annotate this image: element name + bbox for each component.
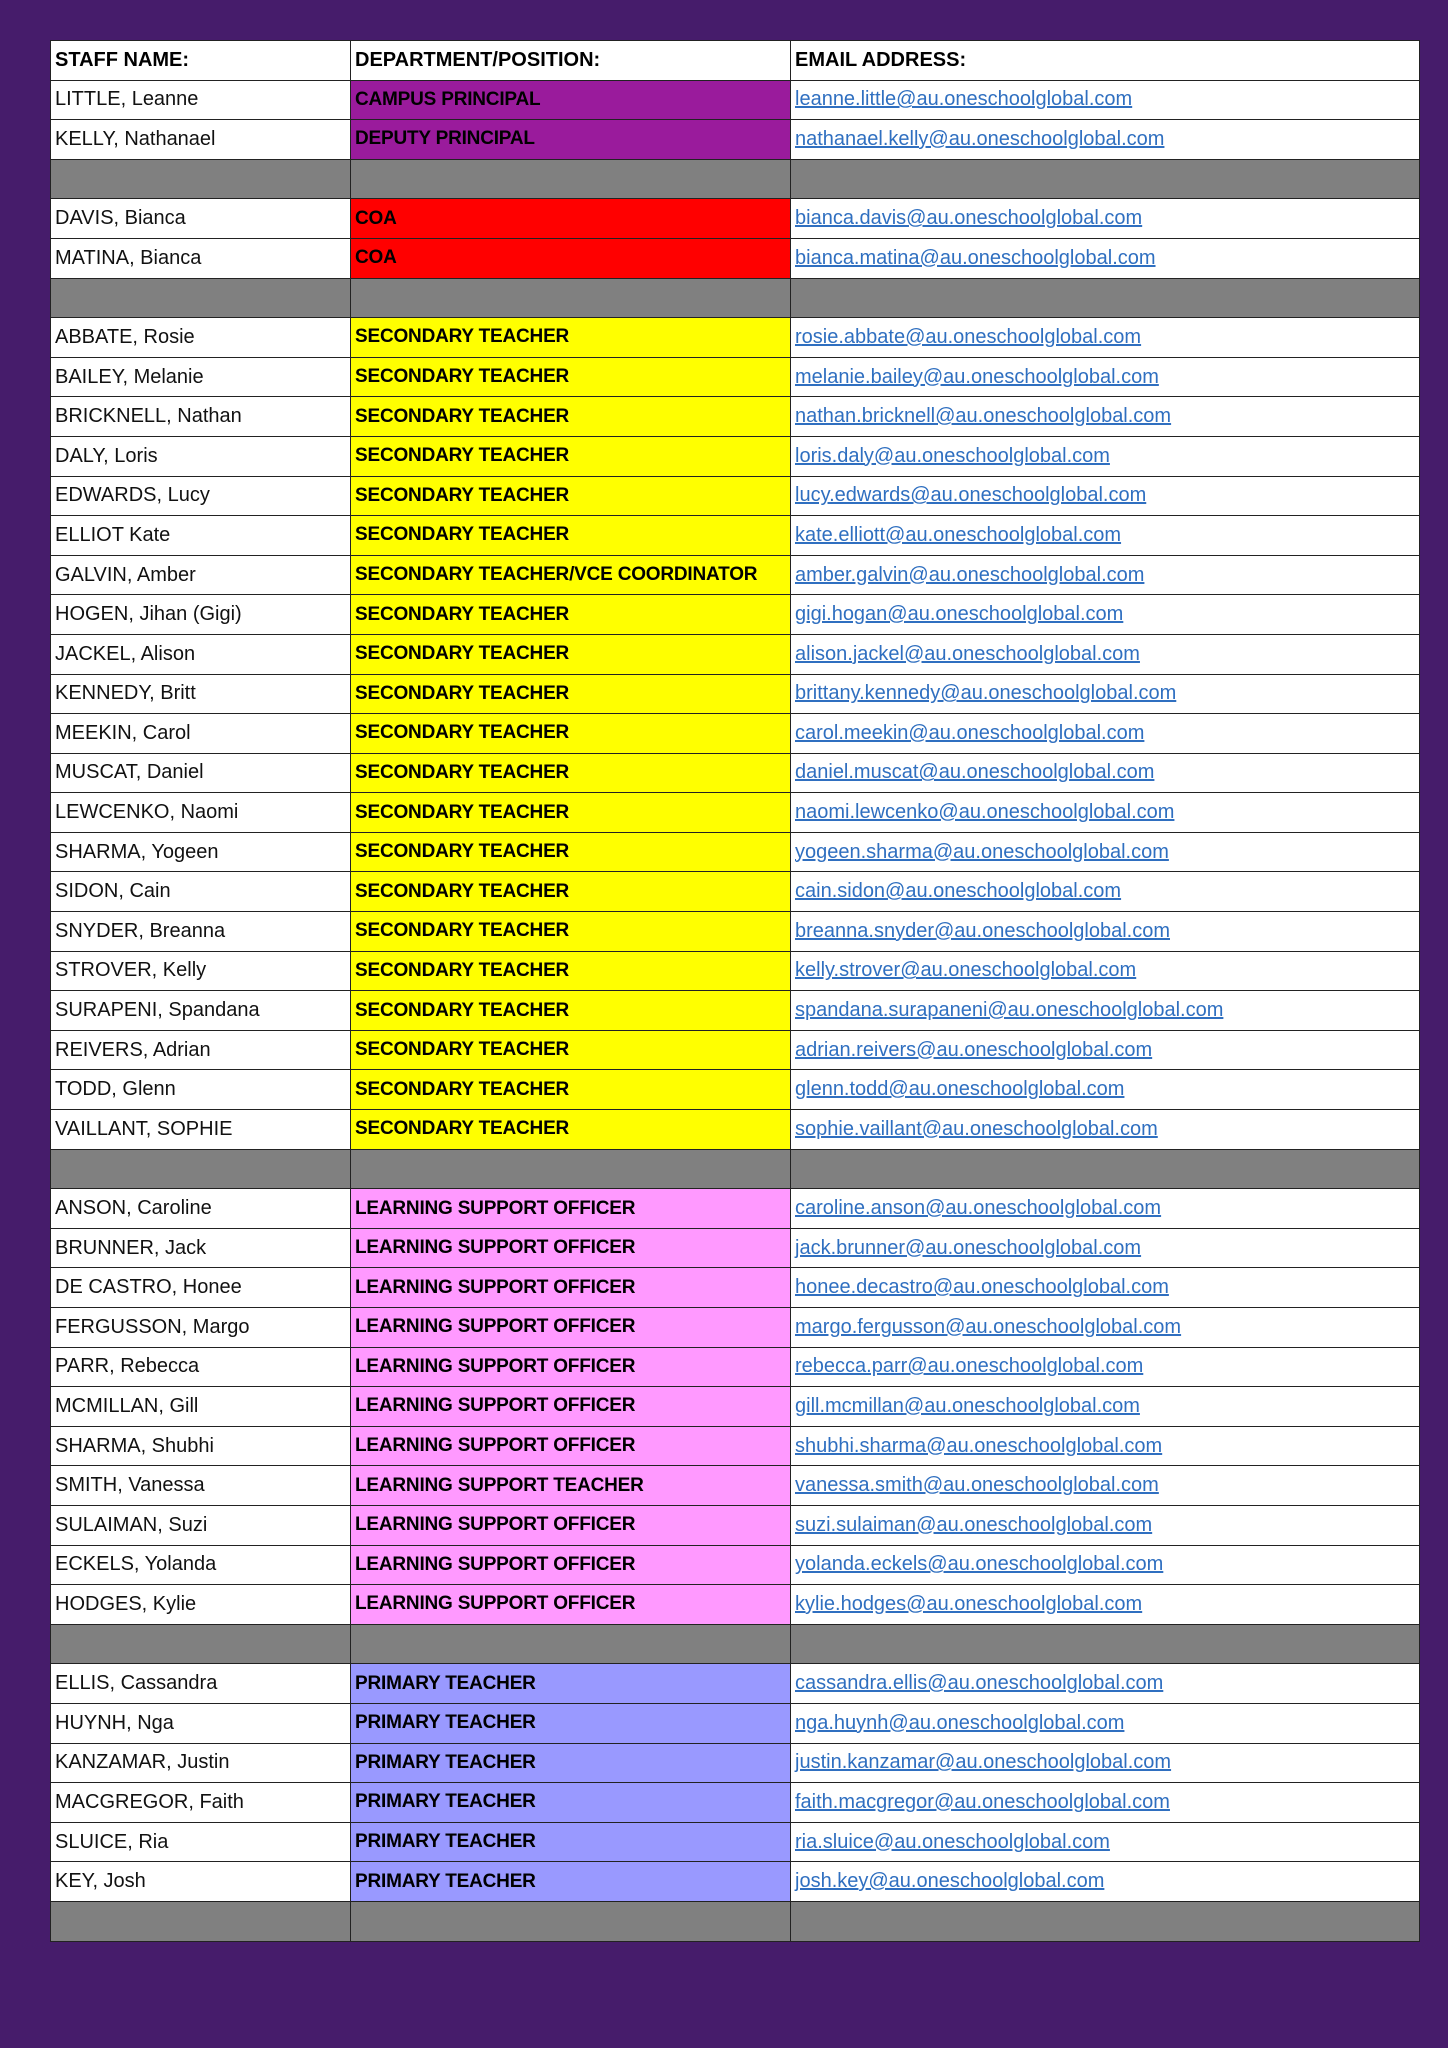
email-link[interactable]: cassandra.ellis@au.oneschoolglobal.com [795, 1672, 1164, 1695]
email-cell [791, 199, 1420, 239]
email-link[interactable]: leanne.little@au.oneschoolglobal.com [795, 88, 1133, 111]
position-cell: SECONDARY TEACHER [351, 436, 791, 476]
position-cell: LEARNING SUPPORT OFFICER [351, 1545, 791, 1585]
email-link[interactable]: naomi.lewcenko@au.oneschoolglobal.com [795, 801, 1175, 824]
table-row [51, 1743, 1420, 1783]
separator-cell [351, 159, 791, 199]
email-link[interactable]: justin.kanzamar@au.oneschoolglobal.com [795, 1751, 1172, 1774]
position-cell: SECONDARY TEACHER [351, 357, 791, 397]
position-cell: LEARNING SUPPORT OFFICER [351, 1505, 791, 1545]
email-cell [791, 753, 1420, 793]
email-cell [791, 1426, 1420, 1466]
staff-rows [51, 80, 1420, 1941]
position-cell: LEARNING SUPPORT OFFICER [351, 1189, 791, 1229]
staff-name-cell: ELLIS, Cassandra [51, 1664, 351, 1704]
table-row [51, 1387, 1420, 1427]
table-row [51, 793, 1420, 833]
staff-name-cell: GALVIN, Amber [51, 555, 351, 595]
email-cell [791, 832, 1420, 872]
separator-cell [351, 278, 791, 318]
table-row [51, 476, 1420, 516]
staff-name-cell: KEY, Josh [51, 1862, 351, 1902]
staff-name-cell: BRUNNER, Jack [51, 1228, 351, 1268]
staff-name-cell: HOGEN, Jihan (Gigi) [51, 595, 351, 635]
email-link[interactable]: sophie.vaillant@au.oneschoolglobal.com [795, 1117, 1158, 1140]
staff-name-cell: JACKEL, Alison [51, 634, 351, 674]
email-cell [791, 1822, 1420, 1862]
table-row [51, 1505, 1420, 1545]
separator-row [51, 159, 1420, 199]
email-cell [791, 1347, 1420, 1387]
position-cell: PRIMARY TEACHER [351, 1862, 791, 1902]
position-cell: SECONDARY TEACHER/VCE COORDINATOR [351, 555, 791, 595]
table-row [51, 1268, 1420, 1308]
table-row [51, 238, 1420, 278]
email-link[interactable]: brittany.kennedy@au.oneschoolglobal.com [795, 682, 1177, 705]
position-cell: SECONDARY TEACHER [351, 1110, 791, 1150]
staff-name-cell: PARR, Rebecca [51, 1347, 351, 1387]
position-cell: PRIMARY TEACHER [351, 1822, 791, 1862]
staff-name-cell: HODGES, Kylie [51, 1585, 351, 1625]
position-cell: SECONDARY TEACHER [351, 753, 791, 793]
table-row [51, 951, 1420, 991]
position-cell: SECONDARY TEACHER [351, 714, 791, 754]
separator-cell [51, 1901, 351, 1941]
email-cell [791, 436, 1420, 476]
email-link[interactable]: jack.brunner@au.oneschoolglobal.com [795, 1236, 1142, 1259]
email-link[interactable]: yolanda.eckels@au.oneschoolglobal.com [795, 1553, 1164, 1576]
table-row [51, 1308, 1420, 1348]
staff-name-cell: ELLIOT Kate [51, 516, 351, 556]
position-cell: PRIMARY TEACHER [351, 1783, 791, 1823]
position-cell: LEARNING SUPPORT OFFICER [351, 1228, 791, 1268]
position-cell: SECONDARY TEACHER [351, 951, 791, 991]
position-cell: PRIMARY TEACHER [351, 1743, 791, 1783]
staff-name-cell: STROVER, Kelly [51, 951, 351, 991]
table-row [51, 1703, 1420, 1743]
email-cell [791, 1030, 1420, 1070]
email-cell [791, 912, 1420, 952]
email-link[interactable]: gill.mcmillan@au.oneschoolglobal.com [795, 1394, 1140, 1417]
email-link[interactable]: ria.sluice@au.oneschoolglobal.com [795, 1830, 1110, 1853]
staff-name-cell: DE CASTRO, Honee [51, 1268, 351, 1308]
separator-cell [51, 1149, 351, 1189]
email-cell [791, 1703, 1420, 1743]
email-link[interactable]: bianca.davis@au.oneschoolglobal.com [795, 207, 1143, 230]
position-cell: SECONDARY TEACHER [351, 912, 791, 952]
email-link[interactable]: glenn.todd@au.oneschoolglobal.com [795, 1078, 1125, 1101]
email-cell [791, 1664, 1420, 1704]
position-cell: SECONDARY TEACHER [351, 832, 791, 872]
email-cell [791, 1268, 1420, 1308]
position-cell: COA [351, 199, 791, 239]
position-cell: COA [351, 238, 791, 278]
email-cell [791, 318, 1420, 358]
staff-name-cell: KANZAMAR, Justin [51, 1743, 351, 1783]
position-cell: LEARNING SUPPORT OFFICER [351, 1387, 791, 1427]
position-cell: SECONDARY TEACHER [351, 476, 791, 516]
email-cell [791, 1585, 1420, 1625]
staff-name-cell: SNYDER, Breanna [51, 912, 351, 952]
position-cell: PRIMARY TEACHER [351, 1703, 791, 1743]
email-cell [791, 991, 1420, 1031]
table-row [51, 753, 1420, 793]
email-cell [791, 476, 1420, 516]
staff-name-cell: ANSON, Caroline [51, 1189, 351, 1229]
staff-name-cell: MUSCAT, Daniel [51, 753, 351, 793]
email-link[interactable]: caroline.anson@au.oneschoolglobal.com [795, 1197, 1162, 1220]
table-row [51, 1347, 1420, 1387]
table-row [51, 1545, 1420, 1585]
email-link[interactable]: kelly.strover@au.oneschoolglobal.com [795, 959, 1137, 982]
staff-name-cell: REIVERS, Adrian [51, 1030, 351, 1070]
staff-name-cell: MACGREGOR, Faith [51, 1783, 351, 1823]
email-cell [791, 714, 1420, 754]
staff-name-cell: SHARMA, Yogeen [51, 832, 351, 872]
position-cell: DEPUTY PRINCIPAL [351, 120, 791, 160]
email-link[interactable]: amber.galvin@au.oneschoolglobal.com [795, 563, 1145, 586]
table-row [51, 1110, 1420, 1150]
email-cell [791, 634, 1420, 674]
table-row [51, 832, 1420, 872]
separator-cell [791, 159, 1420, 199]
table-row [51, 1426, 1420, 1466]
email-link[interactable]: daniel.muscat@au.oneschoolglobal.com [795, 761, 1155, 784]
email-link[interactable]: nathanael.kelly@au.oneschoolglobal.com [795, 127, 1165, 150]
table-row [51, 555, 1420, 595]
table-row [51, 634, 1420, 674]
email-cell [791, 1505, 1420, 1545]
email-cell [791, 674, 1420, 714]
header-email: EMAIL ADDRESS: [791, 41, 1420, 81]
email-link[interactable]: shubhi.sharma@au.oneschoolglobal.com [795, 1434, 1163, 1457]
email-cell [791, 1308, 1420, 1348]
email-cell [791, 1189, 1420, 1229]
table-row [51, 436, 1420, 476]
staff-name-cell: ABBATE, Rosie [51, 318, 351, 358]
position-cell: LEARNING SUPPORT OFFICER [351, 1308, 791, 1348]
email-cell [791, 1110, 1420, 1150]
header-row [51, 41, 1420, 81]
staff-name-cell: EDWARDS, Lucy [51, 476, 351, 516]
staff-name-cell: VAILLANT, SOPHIE [51, 1110, 351, 1150]
separator-cell [791, 1901, 1420, 1941]
email-link[interactable]: rosie.abbate@au.oneschoolglobal.com [795, 325, 1142, 348]
email-cell [791, 120, 1420, 160]
email-cell [791, 1783, 1420, 1823]
position-cell: LEARNING SUPPORT TEACHER [351, 1466, 791, 1506]
email-cell [791, 872, 1420, 912]
position-cell: LEARNING SUPPORT OFFICER [351, 1426, 791, 1466]
email-link[interactable]: honee.decastro@au.oneschoolglobal.com [795, 1276, 1169, 1299]
position-cell: SECONDARY TEACHER [351, 1070, 791, 1110]
email-link[interactable]: yogeen.sharma@au.oneschoolglobal.com [795, 840, 1169, 863]
email-link[interactable]: nathan.bricknell@au.oneschoolglobal.com [795, 405, 1172, 428]
staff-directory-table [50, 40, 1420, 1942]
email-cell [791, 595, 1420, 635]
email-link[interactable]: nga.huynh@au.oneschoolglobal.com [795, 1711, 1125, 1734]
email-cell [791, 1466, 1420, 1506]
position-cell: LEARNING SUPPORT OFFICER [351, 1268, 791, 1308]
email-cell [791, 238, 1420, 278]
staff-name-cell: SIDON, Cain [51, 872, 351, 912]
separator-row [51, 1149, 1420, 1189]
position-cell: PRIMARY TEACHER [351, 1664, 791, 1704]
email-cell [791, 1862, 1420, 1902]
staff-name-cell: TODD, Glenn [51, 1070, 351, 1110]
separator-cell [351, 1901, 791, 1941]
table-row [51, 357, 1420, 397]
email-link[interactable]: josh.key@au.oneschoolglobal.com [795, 1870, 1105, 1893]
table-row [51, 1822, 1420, 1862]
table-row [51, 991, 1420, 1031]
position-cell: SECONDARY TEACHER [351, 516, 791, 556]
staff-name-cell: SHARMA, Shubhi [51, 1426, 351, 1466]
staff-name-cell: ECKELS, Yolanda [51, 1545, 351, 1585]
email-cell [791, 555, 1420, 595]
table-row [51, 1228, 1420, 1268]
separator-cell [51, 1624, 351, 1664]
separator-row [51, 1901, 1420, 1941]
position-cell: CAMPUS PRINCIPAL [351, 80, 791, 120]
separator-cell [791, 278, 1420, 318]
staff-name-cell: SLUICE, Ria [51, 1822, 351, 1862]
staff-name-cell: LEWCENKO, Naomi [51, 793, 351, 833]
email-link[interactable]: lucy.edwards@au.oneschoolglobal.com [795, 484, 1147, 507]
email-link[interactable]: melanie.bailey@au.oneschoolglobal.com [795, 365, 1159, 388]
table-row [51, 912, 1420, 952]
staff-name-cell: DALY, Loris [51, 436, 351, 476]
email-cell [791, 793, 1420, 833]
staff-name-cell: MATINA, Bianca [51, 238, 351, 278]
position-cell: SECONDARY TEACHER [351, 397, 791, 437]
table-row [51, 714, 1420, 754]
email-link[interactable]: cain.sidon@au.oneschoolglobal.com [795, 880, 1122, 903]
separator-cell [51, 278, 351, 318]
email-cell [791, 397, 1420, 437]
separator-row [51, 1624, 1420, 1664]
email-cell [791, 1743, 1420, 1783]
table-row [51, 516, 1420, 556]
position-cell: LEARNING SUPPORT OFFICER [351, 1347, 791, 1387]
staff-name-cell: KELLY, Nathanael [51, 120, 351, 160]
separator-cell [351, 1624, 791, 1664]
email-cell [791, 80, 1420, 120]
email-link[interactable]: carol.meekin@au.oneschoolglobal.com [795, 721, 1145, 744]
position-cell: LEARNING SUPPORT OFFICER [351, 1585, 791, 1625]
email-cell [791, 516, 1420, 556]
table-row [51, 120, 1420, 160]
table-row [51, 1783, 1420, 1823]
email-link[interactable]: rebecca.parr@au.oneschoolglobal.com [795, 1355, 1144, 1378]
separator-row [51, 278, 1420, 318]
email-cell [791, 1228, 1420, 1268]
email-cell [791, 1545, 1420, 1585]
staff-name-cell: KENNEDY, Britt [51, 674, 351, 714]
email-cell [791, 357, 1420, 397]
staff-name-cell: LITTLE, Leanne [51, 80, 351, 120]
email-link[interactable]: alison.jackel@au.oneschoolglobal.com [795, 642, 1140, 665]
email-link[interactable]: vanessa.smith@au.oneschoolglobal.com [795, 1474, 1159, 1497]
email-link[interactable]: bianca.matina@au.oneschoolglobal.com [795, 246, 1156, 269]
email-cell [791, 1387, 1420, 1427]
staff-name-cell: BAILEY, Melanie [51, 357, 351, 397]
staff-name-cell: DAVIS, Bianca [51, 199, 351, 239]
staff-name-cell: SULAIMAN, Suzi [51, 1505, 351, 1545]
position-cell: SECONDARY TEACHER [351, 595, 791, 635]
table-row [51, 674, 1420, 714]
table-row [51, 1585, 1420, 1625]
staff-name-cell: MCMILLAN, Gill [51, 1387, 351, 1427]
position-cell: SECONDARY TEACHER [351, 318, 791, 358]
separator-cell [791, 1624, 1420, 1664]
table-row [51, 318, 1420, 358]
staff-name-cell: HUYNH, Nga [51, 1703, 351, 1743]
position-cell: SECONDARY TEACHER [351, 872, 791, 912]
email-link[interactable]: faith.macgregor@au.oneschoolglobal.com [795, 1790, 1170, 1813]
email-cell [791, 1070, 1420, 1110]
separator-cell [51, 159, 351, 199]
position-cell: SECONDARY TEACHER [351, 1030, 791, 1070]
staff-name-cell: SURAPENI, Spandana [51, 991, 351, 1031]
table-row [51, 595, 1420, 635]
staff-name-cell: MEEKIN, Carol [51, 714, 351, 754]
position-cell: SECONDARY TEACHER [351, 674, 791, 714]
email-link[interactable]: adrian.reivers@au.oneschoolglobal.com [795, 1038, 1153, 1061]
staff-name-cell: BRICKNELL, Nathan [51, 397, 351, 437]
table-row [51, 872, 1420, 912]
table-row [51, 1189, 1420, 1229]
position-cell: SECONDARY TEACHER [351, 793, 791, 833]
email-link[interactable]: breanna.snyder@au.oneschoolglobal.com [795, 919, 1170, 942]
separator-cell [791, 1149, 1420, 1189]
table-row [51, 1030, 1420, 1070]
table-row [51, 1664, 1420, 1704]
staff-name-cell: FERGUSSON, Margo [51, 1308, 351, 1348]
email-link[interactable]: kate.elliott@au.oneschoolglobal.com [795, 523, 1122, 546]
email-link[interactable]: margo.fergusson@au.oneschoolglobal.com [795, 1315, 1182, 1338]
table-row [51, 1466, 1420, 1506]
email-link[interactable]: loris.daly@au.oneschoolglobal.com [795, 444, 1110, 467]
separator-cell [351, 1149, 791, 1189]
table-row [51, 1862, 1420, 1902]
table-row [51, 1070, 1420, 1110]
table-row [51, 80, 1420, 120]
email-cell [791, 951, 1420, 991]
email-link[interactable]: gigi.hogan@au.oneschoolglobal.com [795, 603, 1124, 626]
email-link[interactable]: spandana.surapaneni@au.oneschoolglobal.com [795, 999, 1224, 1022]
header-staff-name: STAFF NAME: [51, 41, 351, 81]
email-link[interactable]: kylie.hodges@au.oneschoolglobal.com [795, 1592, 1143, 1615]
header-department: DEPARTMENT/POSITION: [351, 41, 791, 81]
position-cell: SECONDARY TEACHER [351, 634, 791, 674]
staff-name-cell: SMITH, Vanessa [51, 1466, 351, 1506]
table-row [51, 199, 1420, 239]
position-cell: SECONDARY TEACHER [351, 991, 791, 1031]
email-link[interactable]: suzi.sulaiman@au.oneschoolglobal.com [795, 1513, 1153, 1536]
table-row [51, 397, 1420, 437]
